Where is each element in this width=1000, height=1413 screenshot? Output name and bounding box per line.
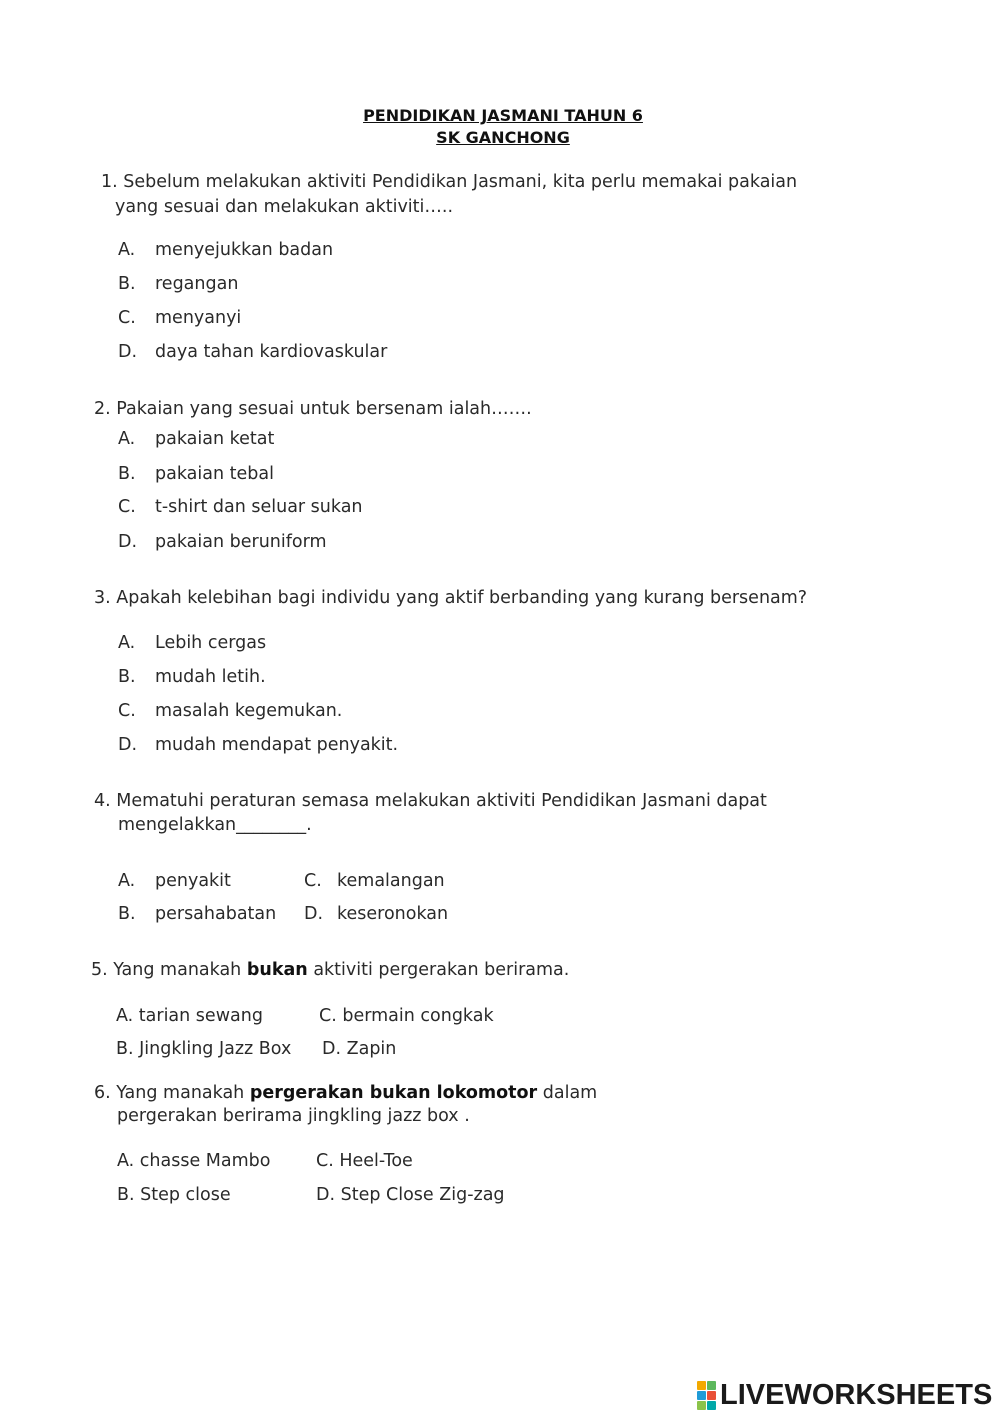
question-1-line2: yang sesuai dan melakukan aktiviti….. <box>115 197 454 217</box>
option-letter: D. <box>118 342 138 362</box>
option-letter: B. <box>118 904 136 924</box>
question-6 <box>94 1083 597 1103</box>
q2-option-c[interactable] <box>118 497 363 517</box>
q6-option-c[interactable]: C. Heel-Toe <box>316 1151 413 1171</box>
option-letter: C. <box>118 308 136 328</box>
school-name: SK GANCHONG <box>436 128 570 147</box>
option-text: t-shirt dan seluar sukan <box>155 497 363 517</box>
question-6-line2: pergerakan berirama jingkling jazz box . <box>117 1106 470 1126</box>
question-1 <box>101 172 797 192</box>
question-number: 2. <box>94 399 111 419</box>
option-text: pakaian ketat <box>155 429 275 449</box>
q5-option-b[interactable]: B. Jingkling Jazz Box <box>116 1039 292 1059</box>
q1-option-c[interactable] <box>118 308 241 328</box>
option-letter: B. <box>118 274 136 294</box>
question-text-end: aktiviti pergerakan berirama. <box>307 960 570 980</box>
worksheet-title: PENDIDIKAN JASMANI TAHUN 6 <box>363 106 643 125</box>
q6-option-b[interactable]: B. Step close <box>117 1185 231 1205</box>
option-text: pakaian beruniform <box>155 532 327 552</box>
option-text: persahabatan <box>155 904 277 924</box>
question-number: 3. <box>94 588 111 608</box>
option-letter: D. <box>118 735 138 755</box>
question-text-end: dalam <box>537 1083 598 1103</box>
option-letter: D. <box>118 532 138 552</box>
option-text: penyakit <box>155 871 231 891</box>
question-number: 6. <box>94 1083 111 1103</box>
option-text: daya tahan kardiovaskular <box>155 342 388 362</box>
liveworksheets-logo-icon <box>697 1381 716 1410</box>
logo-text: LIVEWORKSHEETS <box>720 1378 993 1411</box>
question-5 <box>91 960 569 980</box>
option-text: keseronokan <box>337 904 449 924</box>
question-text: Mematuhi peraturan semasa melakukan aktiviti Pendidikan Jasmani dapat <box>116 791 767 811</box>
q5-option-c[interactable]: C. bermain congkak <box>319 1006 494 1026</box>
question-text-bold: bukan <box>246 960 308 980</box>
option-letter: C. <box>118 701 136 721</box>
q6-option-a[interactable]: A. chasse Mambo <box>117 1151 271 1171</box>
option-letter: C. <box>304 871 322 891</box>
q3-option-c[interactable] <box>118 701 342 721</box>
option-text: mudah letih. <box>155 667 266 687</box>
option-text: kemalangan <box>337 871 445 891</box>
option-text: masalah kegemukan. <box>155 701 343 721</box>
liveworksheets-logo <box>697 1378 992 1412</box>
q3-option-d[interactable] <box>118 735 398 755</box>
question-4-line2: mengelakkan________. <box>118 815 312 835</box>
q2-option-d[interactable] <box>118 532 327 552</box>
option-letter: B. <box>118 464 136 484</box>
q5-option-d[interactable]: D. Zapin <box>322 1039 397 1059</box>
q2-option-a[interactable] <box>118 429 274 449</box>
q4-option-b[interactable] <box>118 904 276 924</box>
question-text: Apakah kelebihan bagi individu yang aktif berbanding yang kurang bersenam? <box>116 588 808 608</box>
q1-option-a[interactable] <box>118 240 333 260</box>
option-text: regangan <box>155 274 239 294</box>
question-text: Pakaian yang sesuai untuk bersenam ialah……. <box>116 399 532 419</box>
question-text-start: Yang manakah <box>113 960 247 980</box>
question-number: 1. <box>101 172 118 192</box>
option-letter: B. <box>118 667 136 687</box>
q5-option-a[interactable]: A. tarian sewang <box>116 1006 263 1026</box>
option-text: menyanyi <box>155 308 242 328</box>
q4-option-c[interactable] <box>304 871 445 891</box>
option-text: Lebih cergas <box>155 633 267 653</box>
option-letter: A. <box>118 633 136 653</box>
question-2 <box>94 399 532 419</box>
question-3 <box>94 588 807 608</box>
question-text-bold: pergerakan bukan lokomotor <box>249 1083 538 1103</box>
option-text: pakaian tebal <box>155 464 274 484</box>
q1-option-b[interactable] <box>118 274 238 294</box>
option-text: menyejukkan badan <box>155 240 334 260</box>
question-4 <box>94 791 767 811</box>
q6-option-d[interactable]: D. Step Close Zig-zag <box>316 1185 505 1205</box>
question-text: Sebelum melakukan aktiviti Pendidikan Jasmani, kita perlu memakai pakaian <box>123 172 798 192</box>
question-number: 4. <box>94 791 111 811</box>
q3-option-a[interactable] <box>118 633 266 653</box>
q2-option-b[interactable] <box>118 464 274 484</box>
q1-option-d[interactable] <box>118 342 387 362</box>
question-number: 5. <box>91 960 108 980</box>
option-letter: A. <box>118 871 136 891</box>
q4-option-a[interactable] <box>118 871 231 891</box>
option-letter: A. <box>118 429 136 449</box>
q3-option-b[interactable] <box>118 667 266 687</box>
option-letter: D. <box>304 904 324 924</box>
option-letter: A. <box>118 240 136 260</box>
option-text: mudah mendapat penyakit. <box>155 735 399 755</box>
q4-option-d[interactable] <box>304 904 448 924</box>
option-letter: C. <box>118 497 136 517</box>
question-text-start: Yang manakah <box>116 1083 250 1103</box>
